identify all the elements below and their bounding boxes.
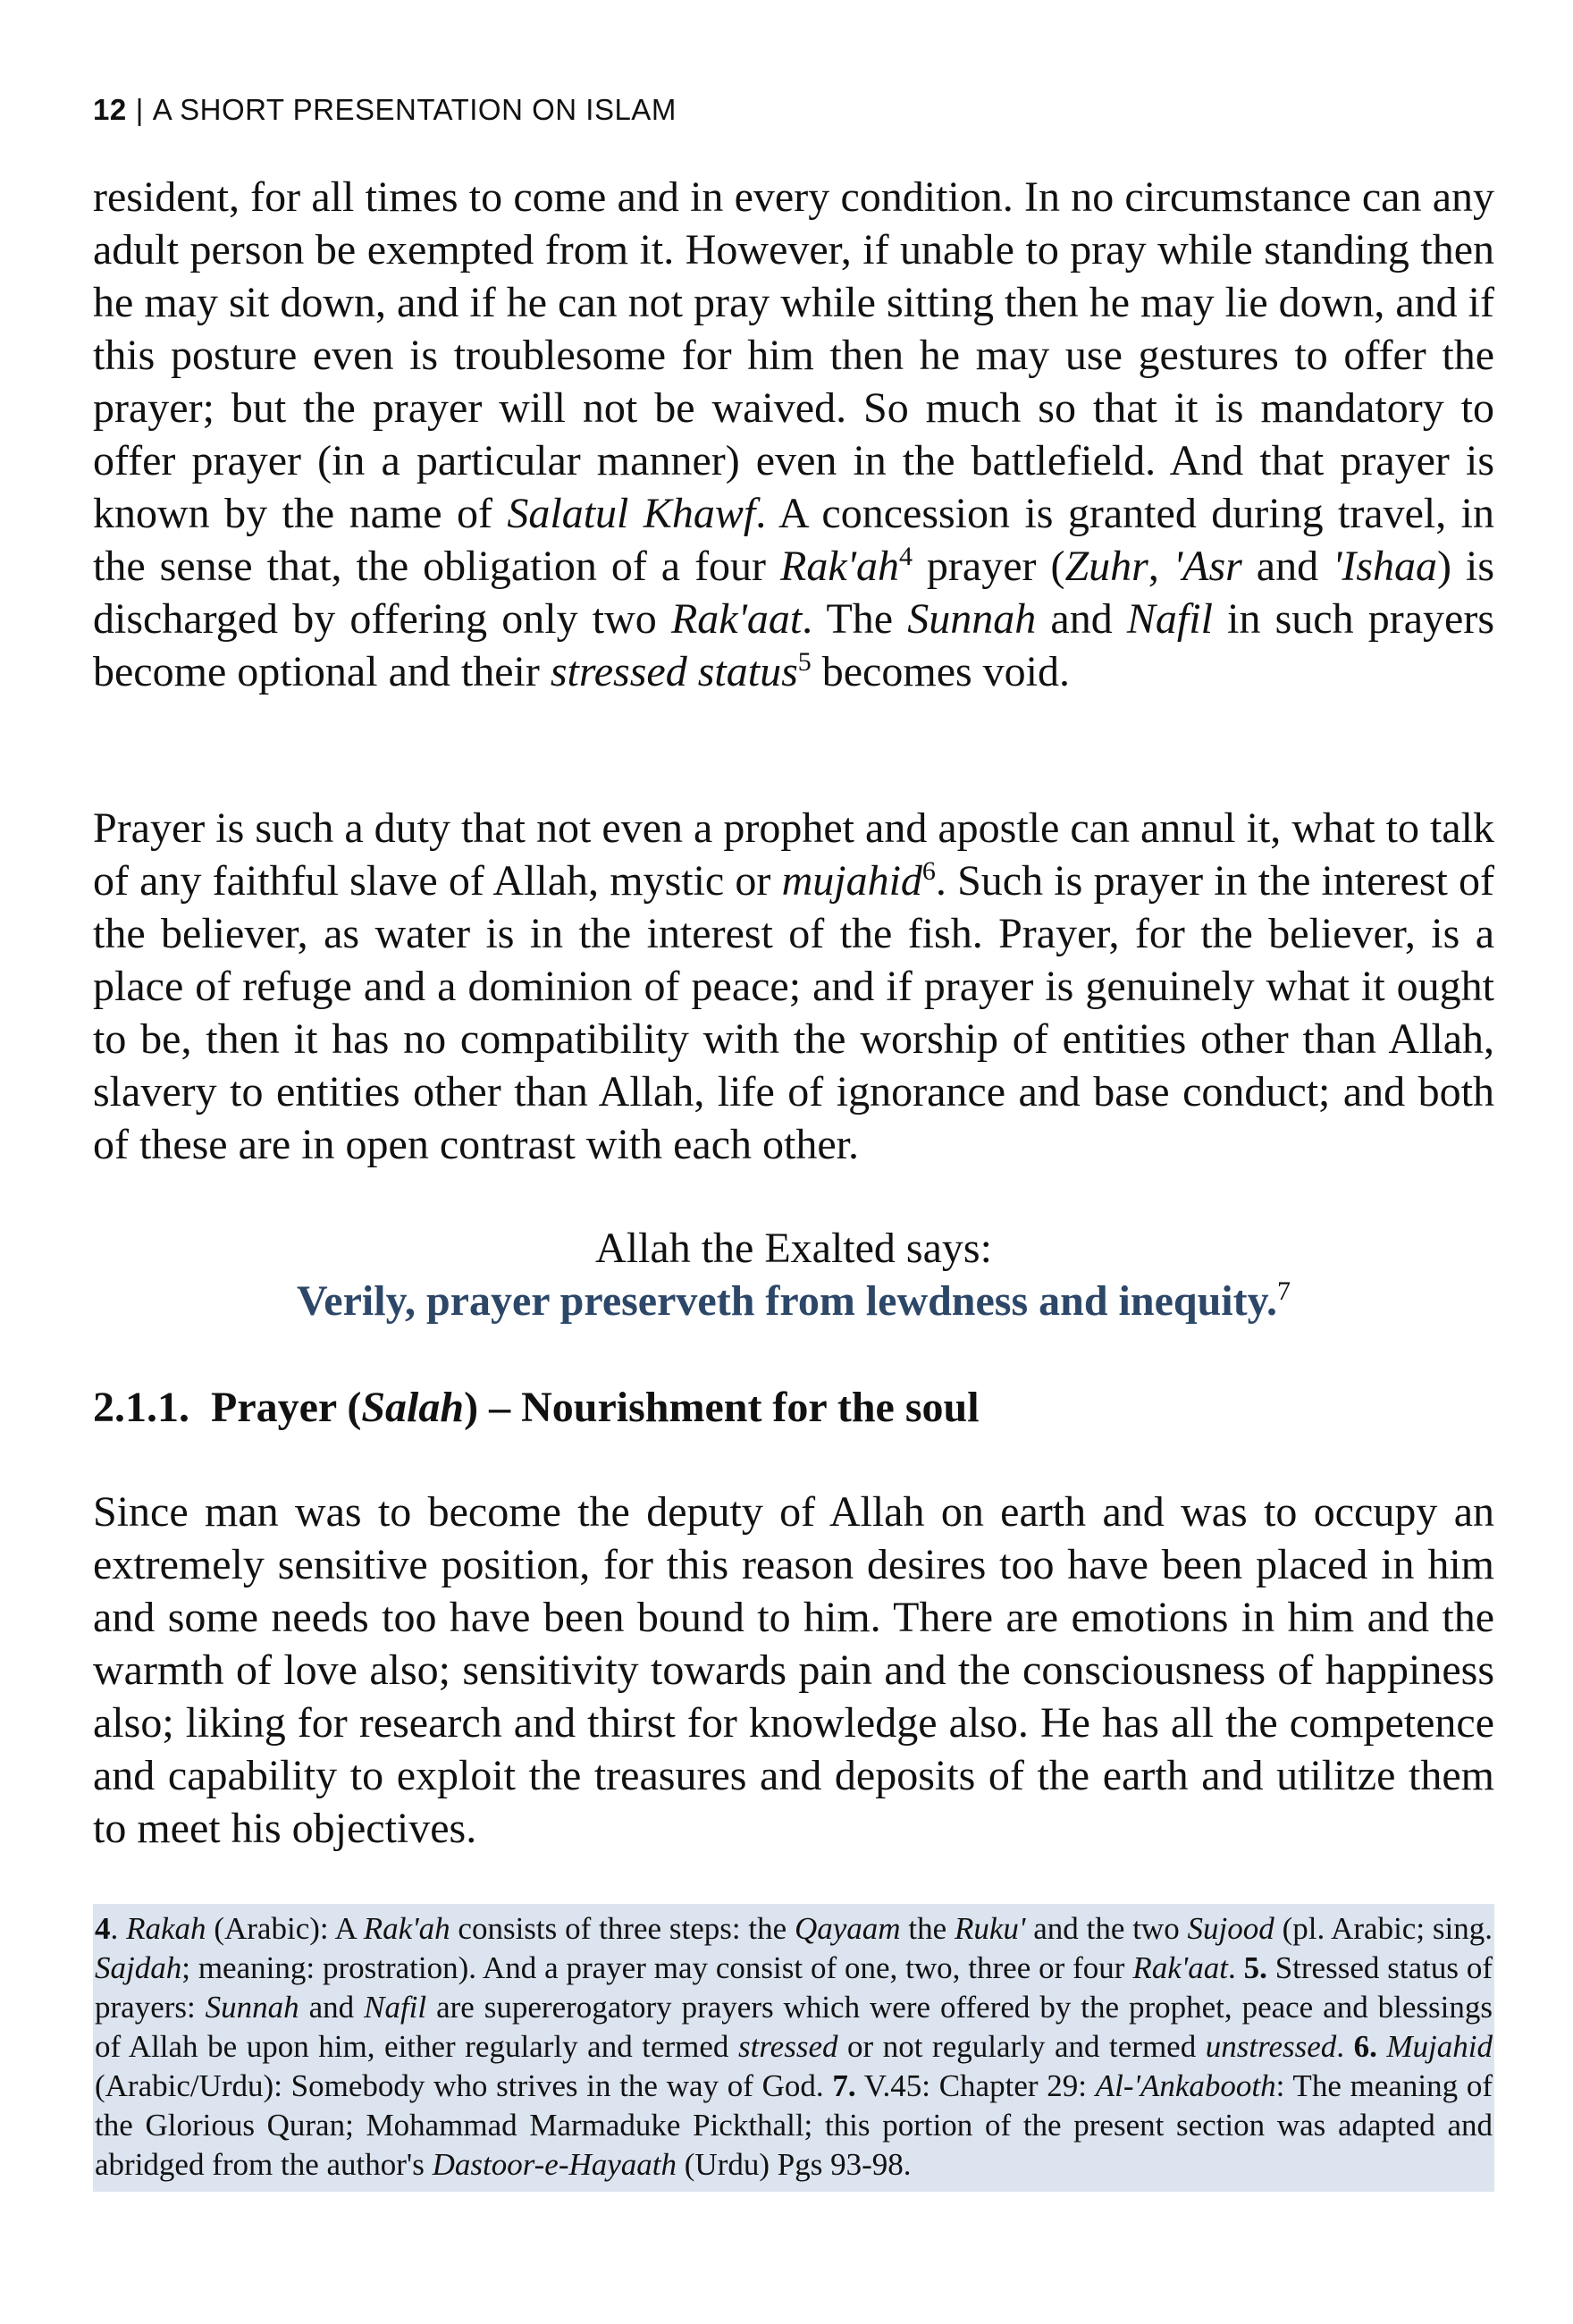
section-heading: 2.1.1. Prayer (Salah) – Nourishment for the soul [93,1384,980,1431]
paragraph-3: Since man was to become the deputy of Allah on earth and was to occupy an extremely sensitive position, for this reason desires too have been placed in him and some needs too have been bound to him. There are emotions in him and the warmth of love also; sensitivity towards pain and the consciousness of happiness also; liking for research and thirst for knowledge also. He has all the competence and capability to exploit the treasures and deposits of the earth and utilitze them to meet his objectives. [93,1488,1494,1852]
quote-intro: Allah the Exalted says: [595,1225,992,1272]
page-number: 12 [93,93,127,126]
footnote-ref-7[interactable]: 7 [1276,1276,1291,1306]
footnote-number: 6. [1353,2029,1377,2064]
book-title: A SHORT PRESENTATION ON ISLAM [152,93,677,126]
quote-text: Verily, prayer preserveth from lewdness and inequity. [297,1277,1277,1325]
running-header [93,93,677,127]
footnote-number: 4 [95,1911,111,1946]
paragraph-1: resident, for all times to come and in every condition. In no circumstance can any adult person be exempted from it. However, if unable to pray while standing then he may sit down, and if he can not pray while sitting then he may lie down, and if this posture even is troublesome for him then he may use gestures to offer the prayer; but the prayer will not be waived. So much so that it is mandatory to offer prayer (in a particular manner) even in the battlefield. And that prayer is known by the name of Salatul Khawf. A concession is granted during travel, in the sense that, the obligation of a four $Rak'ah^4$ prayer (Zuhr, 'Asr and 'Ishaa) is discharged by offering only two Rak'aat. The Sunnah and Nafil in such prayers become optional and their stressed status$^5$ becomes void. [93,173,1495,695]
footnotes-box: 4. Rakah (Arabic): A Rak'ah consists of three steps: the Qayaam the Ruku' and the two Sujood (pl. Arabic; sing. Sajdah; meaning: prostration). And a prayer may consist of one, two, three or four Rak'aat. 5. Stressed status of prayers: Sunnah and Nafil are supererogatory prayers which were offered by the prophet, peace and blessings of Allah be upon him, either regularly and termed stressed or not regularly and termed unstressed. 6. Mujahid (Arabic/Urdu): Somebody who strives in the way of God. 7. V.45: Chapter 29: Al-'Ankabooth: The meaning of the Glorious Quran; Mohammad Marmaduke Pickthall; this portion of the present section was adapted and abridged from the author's Dastoor-e-Hayaath (Urdu) Pgs 93-98. [93,1904,1494,2192]
footnote-ref-4[interactable]: 4 [898,542,913,571]
section-number: 2.1.1. [93,1384,189,1431]
quran-quote [93,1275,1494,1327]
paragraph-2: Prayer is such a duty that not even a prophet and apostle can annul it, what to talk of any faithful slave of Allah, mystic or mujahid$^6$. Such is prayer in the interest of the believer, as water is in the interest of the fish. Prayer, for the believer, is a place of refuge and a dominion of peace; and if prayer is genuinely what it ought to be, then it has no compatibility with the worship of entities other than Allah, slavery to entities other than Allah, life of ignorance and base conduct; and both of these are in open contrast with each other. [93,804,1494,1168]
footnote-number: 5. [1243,1950,1267,1985]
footnote-ref-5[interactable]: 5 [797,647,812,677]
footnote-number: 7. [832,2068,856,2103]
footnote-ref-6[interactable]: 6 [921,856,936,886]
header-separator: | [135,93,144,126]
